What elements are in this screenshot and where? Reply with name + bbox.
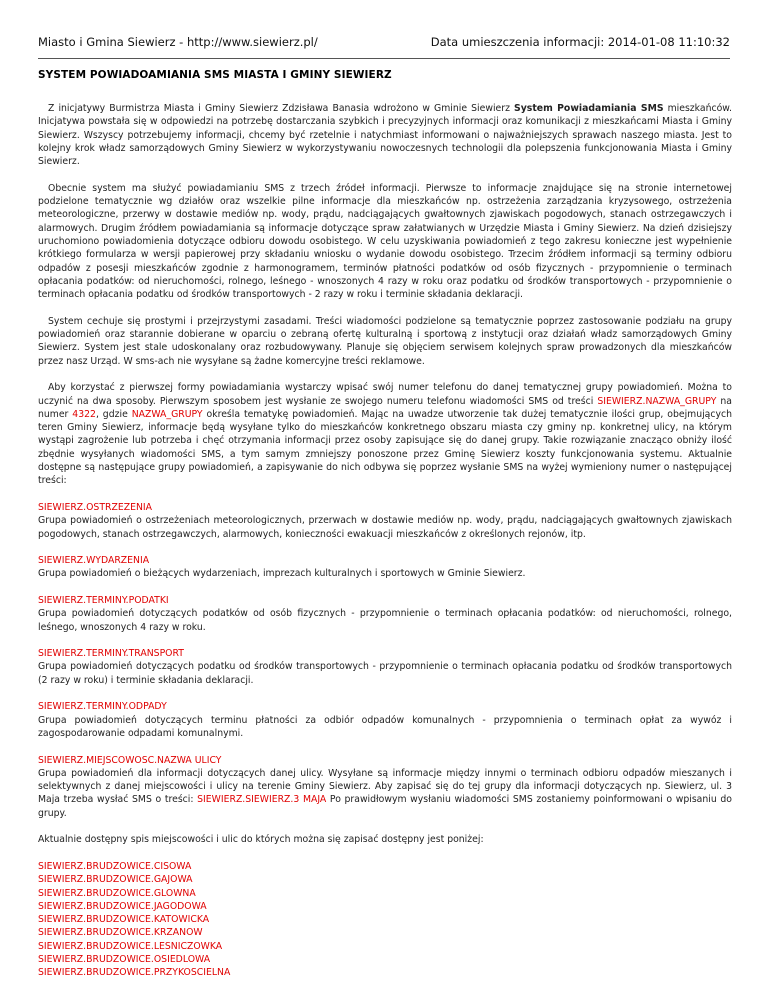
sms-code: SIEWIERZ.NAZWA_GRUPY — [597, 395, 717, 407]
intro-text-b: mieszkańców. Inicjatywa powstała się w odpowiedzi na potrzebę dostarczania szybkich i precyzyjnych informacji oraz komunikacji z mieszkańcami Miasta i Gminy Siewierz. Wszyscy potrzebujemy informacji, chcemy być rzetelnie i natychmiast informowani o najważniejszych sprawach naszego miasta. Jest to kolejny krok władz samorządowych Gminy Siewierz w wykorzystywaniu nowoczesnych technologii dla polepszenia funkcjonowania Miasta i Gminy Siewierz. — [38, 103, 732, 168]
howto-text-c: , gdzie — [95, 408, 132, 420]
group-name: SIEWIERZ.TERMINY.TRANSPORT — [38, 648, 184, 660]
howto-text-d: określa tematykę powiadomień. Mając na uwadze utworzenie tak dużej tematycznie ilości grup, obejmujących teren Gminy Siewierz, informacje będą wysyłane tylko do mieszkańców konkretnego obszaru miasta czy gminy np. konkretnej ulicy, na którym wystąpi zagrożenie lub potrzeba i chęć otrzymania informacji przez osoby zapisujące się do danej grupy. Takie rozwiązanie znacząco obniży ilość zbędnie wysyłanych wiadomości SMS, a tym samym zmniejszy ponoszone przez Gminę Siewierz koszty funkcjonowania systemu. Aktualnie dostępne są następujące grupy powiadomień, a zapisywanie do nich odbywa się poprzez wysłanie SMS na wyżej wymieniony numer o następującej treści: — [38, 408, 732, 487]
list-item: SIEWIERZ.BRUDZOWICE.JAGODOWA — [38, 900, 207, 912]
list-item: SIEWIERZ.BRUDZOWICE.CISOWA — [38, 860, 192, 872]
page-title: SYSTEM POWIADOAMIANIA SMS MIASTA I GMINY SIEWIERZ — [38, 69, 392, 81]
list-item: SIEWIERZ.BRUDZOWICE.GAJOWA — [38, 874, 193, 886]
system-name: System Powiadamiania SMS — [514, 103, 664, 114]
list-item: SIEWIERZ.BRUDZOWICE.PRZYKOSCIELNA — [38, 967, 231, 979]
intro-text-a: Z inicjatywy Burmistrza Miasta i Gminy Siewierz Zdzisława Banasia wdrożono w Gminie Siewierz — [48, 103, 515, 114]
group-name: SIEWIERZ.MIEJSCOWOSC.NAZWA ULICY — [38, 754, 222, 766]
group-item — [38, 554, 732, 581]
group-description: Grupa powiadomień dotyczących terminu płatności za odbiór odpadów komunalnych - przypomnienia o terminach opłat za wywóz i zagospodarowanie odpadami komunalnymi. — [38, 714, 732, 739]
intro-paragraph — [38, 102, 732, 168]
group-description: Grupa powiadomień o bieżących wydarzeniach, imprezach kulturalnych i sportowych w Gminie Siewierz. — [38, 568, 526, 580]
list-item: SIEWIERZ.BRUDZOWICE.KATOWICKA — [38, 914, 210, 926]
group-item — [38, 647, 732, 687]
group-name: SIEWIERZ.WYDARZENIA — [38, 555, 150, 567]
street-group-example: SIEWIERZ.SIEWIERZ.3 MAJA — [197, 794, 327, 806]
group-description: Grupa powiadomień dotyczących podatku od środków transportowych - przypomnienie o terminach opłacania podatku od środków transportowych (2 razy w roku) i terminie składania deklaracji. — [38, 661, 732, 686]
group-name: SIEWIERZ.TERMINY.ODPADY — [38, 701, 167, 713]
group-item — [38, 700, 732, 740]
howto-text-b: na numer — [38, 395, 732, 420]
sms-number: 4322 — [72, 408, 96, 420]
group-description: Grupa powiadomień o ostrzeżeniach meteorologicznych, przerwach w dostawie mediów np. wody, prądu, nadciągających gwałtownych zjawiskach pogodowych, stanach ostrzegawczych, alarmowych, konieczności ewakuacji mieszkańców z określonych rejonów, itp. — [38, 515, 732, 540]
header-date: Data umieszczenia informacji: 2014-01-08 11:10:32 — [430, 35, 730, 49]
group-item — [38, 501, 732, 541]
header-source: Miasto i Gmina Siewierz - http://www.siewierz.pl/ — [38, 35, 318, 49]
group-placeholder: NAZWA_GRUPY — [131, 408, 203, 420]
article-body — [38, 102, 732, 980]
group-description: Grupa powiadomień dotyczących podatków od osób fizycznych - przypomnienie o terminach opłacania podatków: od nieruchomości, rolnego, leśnego, wnoszonych 4 razy w roku. — [38, 608, 732, 633]
street-group-text-a: Grupa powiadomień dla informacji dotyczących danej ulicy. Wysyłane są informacje między innymi o terminach odbioru odpadów mieszanych i selektywnych z danej miejscowości i ulicy na terenie Gminy Siewierz. Aby zapisać się do tej grupy dla informacji dotyczących np. Siewierz, ul. 3 Maja trzeba wysłać SMS o treści: — [38, 767, 732, 806]
street-group-text-b: Po prawidłowym wysłaniu wiadomości SMS zostaniemy poinformowani o wpisaniu do grupy. — [38, 794, 732, 819]
list-item: SIEWIERZ.BRUDZOWICE.KRZANOW — [38, 927, 203, 939]
list-intro: Aktualnie dostępny spis miejscowości i ulic do których można się zapisać dostępny jest poniżej: — [38, 834, 484, 846]
howto-paragraph — [38, 381, 732, 487]
street-group-item — [38, 754, 732, 820]
group-name: SIEWIERZ.TERMINY.PODATKI — [38, 594, 169, 606]
rules-paragraph: System cechuje się prostymi i przejrzystymi zasadami. Treści wiadomości podzielone są tematycznie poprzez zastosowanie podziału na grupy powiadomień oraz starannie dobierane w oparciu o zebraną ofertę kulturalną i sportową z instytucji oraz działań władz samorządowych Gminy Siewierz. System jest stale udoskonalany oraz rozbudowywany. Planuje się objęciem serwisem kolejnych spraw prowadzonych dla mieszkańców przez nasz Urząd. W sms-ach nie wysyłane są żadne komercyjne treści reklamowe. — [38, 315, 732, 367]
list-item: SIEWIERZ.BRUDZOWICE.LESNICZOWKA — [38, 940, 223, 952]
group-item — [38, 594, 732, 634]
group-name: SIEWIERZ.OSTRZEZENIA — [38, 501, 153, 513]
header-divider — [38, 58, 730, 59]
sources-paragraph: Obecnie system ma służyć powiadamianiu SMS z trzech źródeł informacji. Pierwsze to informacje znajdujące się na stronie internetowej podzielone tematycznie wg działów oraz wszelkie pilne informacje dla mieszkańców np. ostrzeżenia zarządzania kryzysowego, ostrzeżenia meteorologiczne, przerwy w dostawie mediów np. wody, prądu, nadciągających gwałtownych zjawiskach pogodowych, stanach ostrzegawczych i alarmowych. Drugim źródłem powiadamiania są informacje dotyczące spraw załatwianych w Urzędzie Miasta i Gminy Siewierz. Na dzień dzisiejszy uruchomiono powiadomienia dotyczące odbioru dowodu osobistego. W celu uzyskiwania powiadomień z tego zakresu konieczne jest wypełnienie krótkiego formularza w wersji papierowej przy składaniu wniosku o wydanie dowodu osobistego. Trzecim źródłem informacji są terminy odbioru odpadów z posesji mieszkańców zgodnie z harmonogramem, terminów płatności podatków od osób fizycznych - przypomnienie o terminach opłacania podatków: od nieruchomości, rolnego, leśnego - wnoszonych 4 razy w roku oraz podatku od środków transportowych - przypomnienie o terminach opłacania podatku od środków transportowych - 2 razy w roku i terminie składania deklaracji. — [38, 182, 732, 301]
list-item: SIEWIERZ.BRUDZOWICE.GLOWNA — [38, 887, 196, 899]
howto-text-a: Aby korzystać z pierwszej formy powiadamiania wystarczy wpisać swój numer telefonu do danej tematycznej grupy powiadomień. Można to uczynić na dwa sposoby. Pierwszym sposobem jest wysłanie ze swojego numeru telefonu wiadomości SMS od treści — [38, 382, 732, 407]
list-item: SIEWIERZ.BRUDZOWICE.OSIEDLOWA — [38, 954, 211, 965]
street-list — [38, 860, 732, 980]
